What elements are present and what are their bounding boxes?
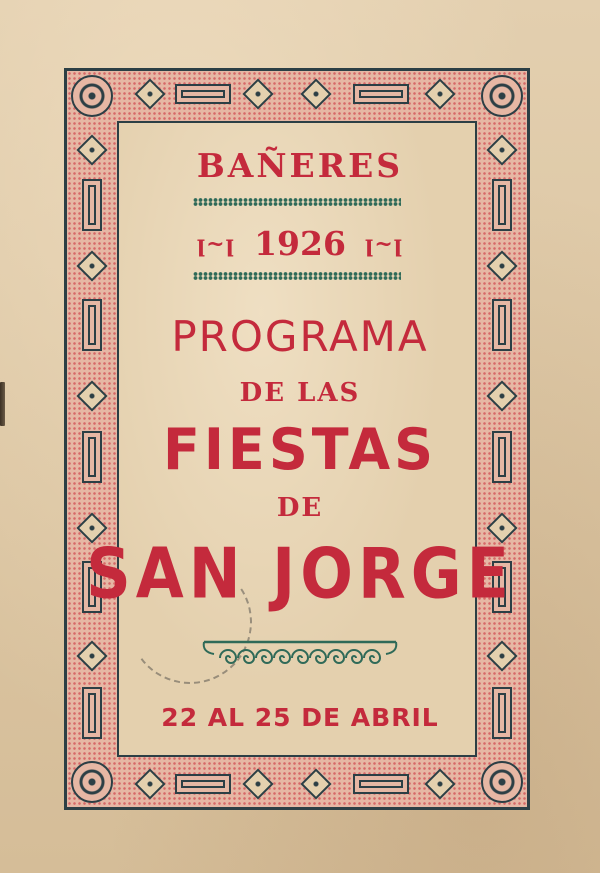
- year: 1926: [254, 224, 346, 263]
- corner-rosette-icon: [481, 75, 523, 117]
- cartouche-ornament-icon: [175, 774, 231, 794]
- diamond-ornament-icon: [134, 78, 165, 109]
- festival-dates: 22 AL 25 DE ABRIL: [161, 703, 439, 732]
- dotted-rule-icon: [193, 272, 401, 280]
- year-line: [0, 224, 600, 263]
- title-programa: PROGRAMA: [171, 312, 429, 361]
- corner-rosette-icon: [481, 761, 523, 803]
- diamond-ornament-icon: [424, 768, 455, 799]
- corner-rosette-icon: [71, 75, 113, 117]
- diamond-ornament-icon: [242, 78, 273, 109]
- cartouche-ornament-icon: [353, 84, 409, 104]
- flourish-right-icon: ꞁ~ꞁ: [365, 230, 404, 257]
- diamond-ornament-icon: [300, 78, 331, 109]
- diamond-ornament-icon: [486, 640, 517, 671]
- corner-rosette-icon: [71, 761, 113, 803]
- title-fiestas: FIESTAS: [162, 416, 438, 483]
- spiral-wave-ornament-icon: [200, 636, 400, 672]
- dotted-rule-icon: [193, 198, 401, 206]
- cartouche-ornament-icon: [175, 84, 231, 104]
- diamond-ornament-icon: [134, 768, 165, 799]
- title-san-jorge: SAN JORGE: [86, 532, 514, 615]
- title-de-las: DE LAS: [239, 378, 361, 408]
- diamond-ornament-icon: [300, 768, 331, 799]
- diamond-ornament-icon: [76, 640, 107, 671]
- title-de: DE: [276, 493, 324, 523]
- diamond-ornament-icon: [242, 768, 273, 799]
- cartouche-ornament-icon: [353, 774, 409, 794]
- flourish-left-icon: ꞁ~ꞁ: [196, 230, 235, 257]
- diamond-ornament-icon: [424, 78, 455, 109]
- town-name: BAÑERES: [196, 146, 404, 185]
